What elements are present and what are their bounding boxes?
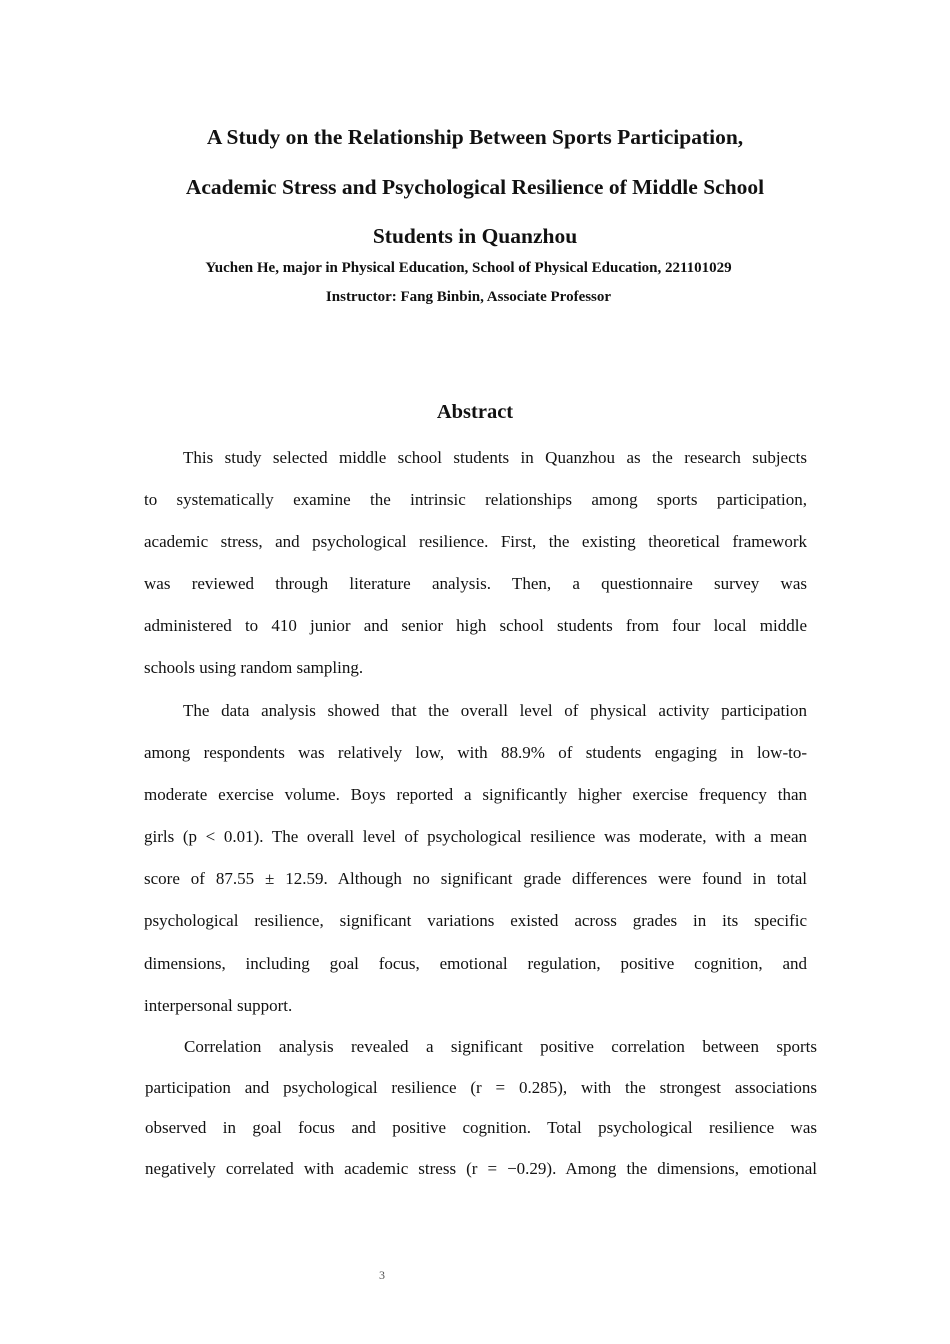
text-line: participation and psychological resilience (r = 0.285), with the strongest associations xyxy=(145,1077,817,1097)
title-line: Students in Quanzhou xyxy=(372,224,578,248)
text-line: administered to 410 junior and senior high school students from four local middle xyxy=(144,616,807,635)
text-line: The data analysis showed that the overall level of physical activity participation xyxy=(183,701,807,720)
text-line: psychological resilience, significant variations existed across grades in its specific xyxy=(144,911,807,931)
page-number: 3 xyxy=(379,1268,385,1282)
text-line: schools using random sampling. xyxy=(144,658,364,677)
abstract-paragraph-2 xyxy=(144,690,807,1027)
text-line: This study selected middle school students in Quanzhou as the research subjects xyxy=(183,448,807,467)
text-line: moderate exercise volume. Boys reported a significantly higher exercise frequency than xyxy=(144,785,807,805)
title-line: A Study on the Relationship Between Sports Participation, xyxy=(206,125,744,149)
text-line: score of 87.55 ± 12.59. Although no significant grade differences were found in total xyxy=(144,869,807,889)
text-line: academic stress, and psychological resilience. First, the existing theoretical framework xyxy=(144,532,807,551)
text-line: was reviewed through literature analysis. Then, a questionnaire survey was xyxy=(144,574,807,593)
paper-title xyxy=(120,113,830,262)
abstract-heading: Abstract xyxy=(436,401,514,423)
text-line: girls (p < 0.01). The overall level of psychological resilience was moderate, with a mean xyxy=(144,827,807,847)
text-line: among respondents was relatively low, with 88.9% of students engaging in low-to- xyxy=(144,743,807,763)
text-line: negatively correlated with academic stress (r = −0.29). Among the dimensions, emotional xyxy=(145,1158,817,1178)
instructor-line: Instructor: Fang Binbin, Associate Professor xyxy=(325,289,612,305)
text-line: dimensions, including goal focus, emotional regulation, positive cognition, and xyxy=(144,953,807,973)
author-line: Yuchen He, major in Physical Education, School of Physical Education, 221101029 xyxy=(205,260,732,276)
text-line: observed in goal focus and positive cognition. Total psychological resilience was xyxy=(145,1118,817,1137)
text-line: to systematically examine the intrinsic relationships among sports participation, xyxy=(144,490,807,509)
abstract-paragraph-3 xyxy=(145,1027,817,1189)
abstract-paragraph-1 xyxy=(144,437,807,689)
title-line: Academic Stress and Psychological Resilience of Middle School xyxy=(185,174,765,199)
text-line: interpersonal support. xyxy=(144,995,293,1015)
text-line: Correlation analysis revealed a significant positive correlation between sports xyxy=(184,1037,817,1056)
